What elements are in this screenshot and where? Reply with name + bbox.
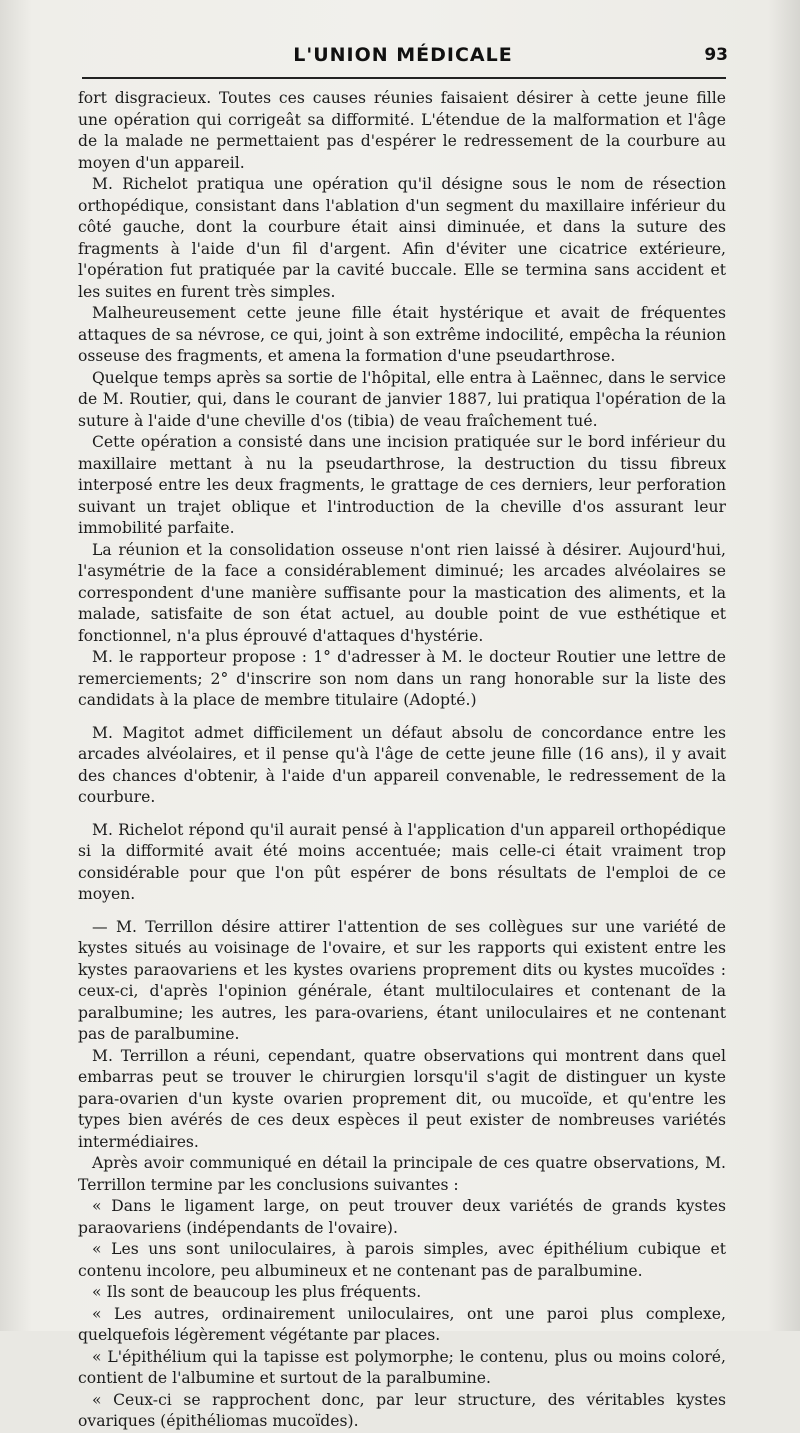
running-title: L'UNION MÉDICALE bbox=[293, 44, 513, 66]
paragraph-3: Malheureusement cette jeune fille était hystérique et avait de fréquentes attaques de sa névrose, ce qui, joint à son extrême indocilité, empêcha la réunion osseuse des fragments, et amena la formation d'une pseudarthrose. bbox=[78, 304, 726, 365]
paragraph-8: M. Magitot admet difficilement un défaut absolu de concordance entre les arcades alvéolaires, et il pense qu'à l'âge de cette jeune fille (16 ans), il y avait des chances d'obtenir, à l'aide d'un appareil convenable, le redressement de la courbure. bbox=[78, 723, 726, 806]
body-text bbox=[78, 88, 726, 1433]
paragraph-12: Après avoir communiqué en détail la principale de ces quatre observations, M. Terrillon termine par les conclusions suivantes : bbox=[78, 1154, 726, 1194]
paragraph-10: — M. Terrillon désire attirer l'attention de ses collègues sur une variété de kystes situés au voisinage de l'ovaire, et sur les rapports qui existent entre les kystes paraovariens et les kystes ovariens proprement dits ou kystes mucoïdes : ceux-ci, d'après l'opinion générale, étant multiloculaires et contenant de la paralbumine; les autres, les para-ovariens, étant uniloculaires et ne contenant pas de paralbumine. bbox=[78, 917, 726, 1043]
paragraph-1: fort disgracieux. Toutes ces causes réunies faisaient désirer à cette jeune fille une opération qui corrigeât sa difformité. L'étendue de la malformation et l'âge de la malade ne permettaient pas d'espérer le redressement de la courbure au moyen d'un appareil. bbox=[78, 89, 726, 172]
paragraph-5: Cette opération a consisté dans une incision pratiquée sur le bord inférieur du maxillaire mettant à nu la pseudarthrose, la destruction du tissu fibreux interposé entre les deux fragments, le grattage de ces derniers, leur perforation suivant un trajet oblique et l'introduction de la cheville d'os assurant leur immobilité parfaite. bbox=[78, 433, 726, 537]
paragraph-15: « Ils sont de beaucoup les plus fréquents. bbox=[92, 1283, 422, 1301]
spacer bbox=[78, 906, 726, 917]
paragraph-11: M. Terrillon a réuni, cependant, quatre observations qui montrent dans quel embarras peut se trouver le chirurgien lorsqu'il s'agit de distinguer un kyste para-ovarien d'un kyste ovarien proprement dit, ou mucoïde, et qu'entre les types bien avérés de ces deux espèces il peut exister de nombreuses variétés intermédiaires. bbox=[78, 1046, 726, 1151]
spacer bbox=[78, 712, 726, 723]
paragraph-7: M. le rapporteur propose : 1° d'adresser à M. le docteur Routier une lettre de remerciements; 2° d'inscrire son nom dans un rang honorable sur la liste des candidats à la place de membre titulaire (Adopté.) bbox=[78, 648, 726, 709]
page-number: 93 bbox=[704, 45, 728, 65]
paragraph-6: La réunion et la consolidation osseuse n'ont rien laissé à désirer. Aujourd'hui, l'asymétrie de la face a considérablement diminué; les arcades alvéolaires se correspondent d'une manière suffisante pour la mastication des aliments, et la malade, satisfaite de son état actuel, au double point de vue esthétique et fonctionnel, n'a plus éprouvé d'attaques d'hystérie. bbox=[78, 540, 726, 645]
paragraph-13: « Dans le ligament large, on peut trouver deux variétés de grands kystes paraovariens (indépendants de l'ovaire). bbox=[78, 1197, 726, 1237]
spacer bbox=[78, 809, 726, 820]
header-rule bbox=[82, 77, 726, 79]
page-header bbox=[78, 44, 728, 76]
paragraph-2: M. Richelot pratiqua une opération qu'il désigne sous le nom de résection orthopédique, consistant dans l'ablation d'un segment du maxillaire inférieur du côté gauche, dont la courbure était ainsi diminuée, et dans la suture des fragments à l'aide d'un fil d'argent. Afin d'éviter une cicatrice extérieure, l'opération fut pratiquée par la cavité buccale. Elle se termina sans accident et les suites en furent très simples. bbox=[78, 175, 726, 301]
paragraph-16: « Les autres, ordinairement uniloculaires, ont une paroi plus complexe, quelquefois légèrement végétante par places. bbox=[78, 1304, 726, 1344]
paragraph-9: M. Richelot répond qu'il aurait pensé à l'application d'un appareil orthopédique si la difformité avait été moins accentuée; mais celle-ci était vraiment trop considérable pour que l'on pût espérer de bons résultats de l'emploi de ce moyen. bbox=[78, 820, 726, 903]
paragraph-4: Quelque temps après sa sortie de l'hôpital, elle entra à Laënnec, dans le service de M. Routier, qui, dans le courant de janvier 1887, lui pratiqua l'opération de la suture à l'aide d'une cheville d'os (tibia) de veau fraîchement tué. bbox=[78, 368, 726, 430]
paragraph-18: « Ceux-ci se rapprochent donc, par leur structure, des véritables kystes ovariques (épithéliomas mucoïdes). bbox=[78, 1390, 726, 1430]
paragraph-17: « L'épithélium qui la tapisse est polymorphe; le contenu, plus ou moins coloré, contient de l'albumine et surtout de la paralbumine. bbox=[78, 1347, 726, 1387]
paragraph-14: « Les uns sont uniloculaires, à parois simples, avec épithélium cubique et contenu incolore, peu albumineux et ne contenant pas de paralbumine. bbox=[78, 1240, 726, 1280]
